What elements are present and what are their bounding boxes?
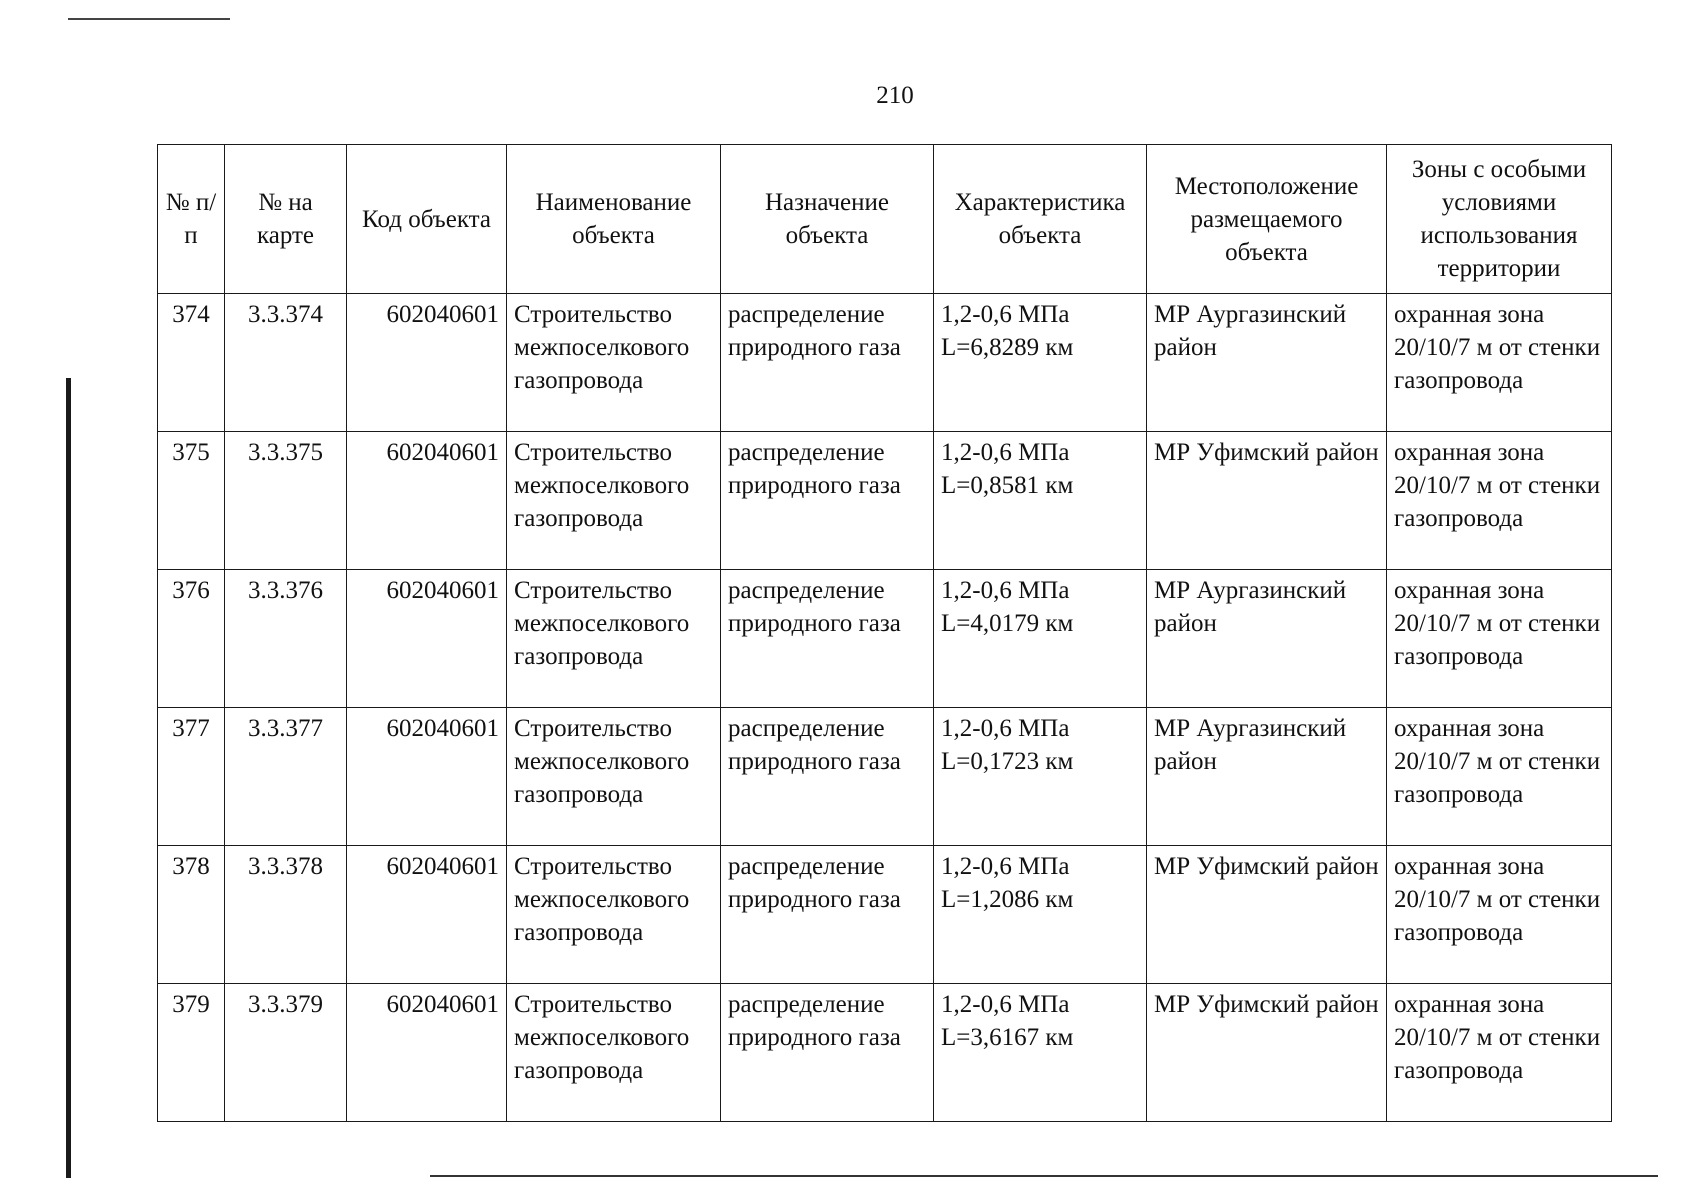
scan-edge-top bbox=[68, 18, 230, 20]
cell-zone: охранная зона 20/10/7 м от стенки газопровода bbox=[1387, 294, 1612, 432]
cell-name: Строительство межпоселкового газопровода bbox=[507, 846, 721, 984]
header-spec: Характеристика объекта bbox=[934, 145, 1147, 294]
header-name: Наименование объекта bbox=[507, 145, 721, 294]
cell-name: Строительство межпоселкового газопровода bbox=[507, 708, 721, 846]
cell-code: 602040601 bbox=[347, 570, 507, 708]
cell-location: МР Аургазинский район bbox=[1147, 708, 1387, 846]
cell-location: МР Аургазинский район bbox=[1147, 294, 1387, 432]
cell-num: 377 bbox=[158, 708, 225, 846]
header-code: Код объекта bbox=[347, 145, 507, 294]
cell-purpose: распределение природного газа bbox=[721, 432, 934, 570]
cell-purpose: распределение природного газа bbox=[721, 294, 934, 432]
cell-spec: 1,2-0,6 МПа L=0,8581 км bbox=[934, 432, 1147, 570]
cell-num: 378 bbox=[158, 846, 225, 984]
header-num: № п/п bbox=[158, 145, 225, 294]
cell-zone: охранная зона 20/10/7 м от стенки газопровода bbox=[1387, 984, 1612, 1122]
table-row bbox=[158, 432, 1612, 570]
table-row bbox=[158, 846, 1612, 984]
cell-purpose: распределение природного газа bbox=[721, 570, 934, 708]
cell-num: 376 bbox=[158, 570, 225, 708]
cell-zone: охранная зона 20/10/7 м от стенки газопровода bbox=[1387, 708, 1612, 846]
scan-edge-left bbox=[66, 378, 71, 1178]
cell-num: 374 bbox=[158, 294, 225, 432]
cell-name: Строительство межпоселкового газопровода bbox=[507, 570, 721, 708]
cell-code: 602040601 bbox=[347, 294, 507, 432]
cell-map: 3.3.378 bbox=[225, 846, 347, 984]
cell-code: 602040601 bbox=[347, 846, 507, 984]
cell-spec: 1,2-0,6 МПа L=4,0179 км bbox=[934, 570, 1147, 708]
header-map: № на карте bbox=[225, 145, 347, 294]
cell-code: 602040601 bbox=[347, 984, 507, 1122]
cell-code: 602040601 bbox=[347, 708, 507, 846]
header-zone: Зоны с особыми условиями использования территории bbox=[1387, 145, 1612, 294]
objects-table bbox=[157, 144, 1612, 1122]
cell-spec: 1,2-0,6 МПа L=1,2086 км bbox=[934, 846, 1147, 984]
cell-map: 3.3.376 bbox=[225, 570, 347, 708]
cell-purpose: распределение природного газа bbox=[721, 708, 934, 846]
table-row bbox=[158, 570, 1612, 708]
cell-location: МР Аургазинский район bbox=[1147, 570, 1387, 708]
cell-zone: охранная зона 20/10/7 м от стенки газопровода bbox=[1387, 846, 1612, 984]
cell-location: МР Уфимский район bbox=[1147, 984, 1387, 1122]
cell-zone: охранная зона 20/10/7 м от стенки газопровода bbox=[1387, 570, 1612, 708]
cell-code: 602040601 bbox=[347, 432, 507, 570]
table-row bbox=[158, 708, 1612, 846]
page-number: 210 bbox=[876, 82, 914, 109]
header-purpose: Назначение объекта bbox=[721, 145, 934, 294]
cell-spec: 1,2-0,6 МПа L=0,1723 км bbox=[934, 708, 1147, 846]
cell-num: 375 bbox=[158, 432, 225, 570]
cell-name: Строительство межпоселкового газопровода bbox=[507, 984, 721, 1122]
cell-map: 3.3.374 bbox=[225, 294, 347, 432]
cell-map: 3.3.379 bbox=[225, 984, 347, 1122]
table-row bbox=[158, 984, 1612, 1122]
cell-name: Строительство межпоселкового газопровода bbox=[507, 294, 721, 432]
cell-location: МР Уфимский район bbox=[1147, 846, 1387, 984]
cell-map: 3.3.375 bbox=[225, 432, 347, 570]
cell-spec: 1,2-0,6 МПа L=6,8289 км bbox=[934, 294, 1147, 432]
cell-zone: охранная зона 20/10/7 м от стенки газопровода bbox=[1387, 432, 1612, 570]
cell-num: 379 bbox=[158, 984, 225, 1122]
cell-purpose: распределение природного газа bbox=[721, 984, 934, 1122]
cell-purpose: распределение природного газа bbox=[721, 846, 934, 984]
cell-spec: 1,2-0,6 МПа L=3,6167 км bbox=[934, 984, 1147, 1122]
cell-location: МР Уфимский район bbox=[1147, 432, 1387, 570]
cell-name: Строительство межпоселкового газопровода bbox=[507, 432, 721, 570]
table-header-row bbox=[158, 145, 1612, 294]
header-location: Местоположение размещаемого объекта bbox=[1147, 145, 1387, 294]
cell-map: 3.3.377 bbox=[225, 708, 347, 846]
scan-edge-bottom bbox=[430, 1175, 1658, 1177]
table-row bbox=[158, 294, 1612, 432]
